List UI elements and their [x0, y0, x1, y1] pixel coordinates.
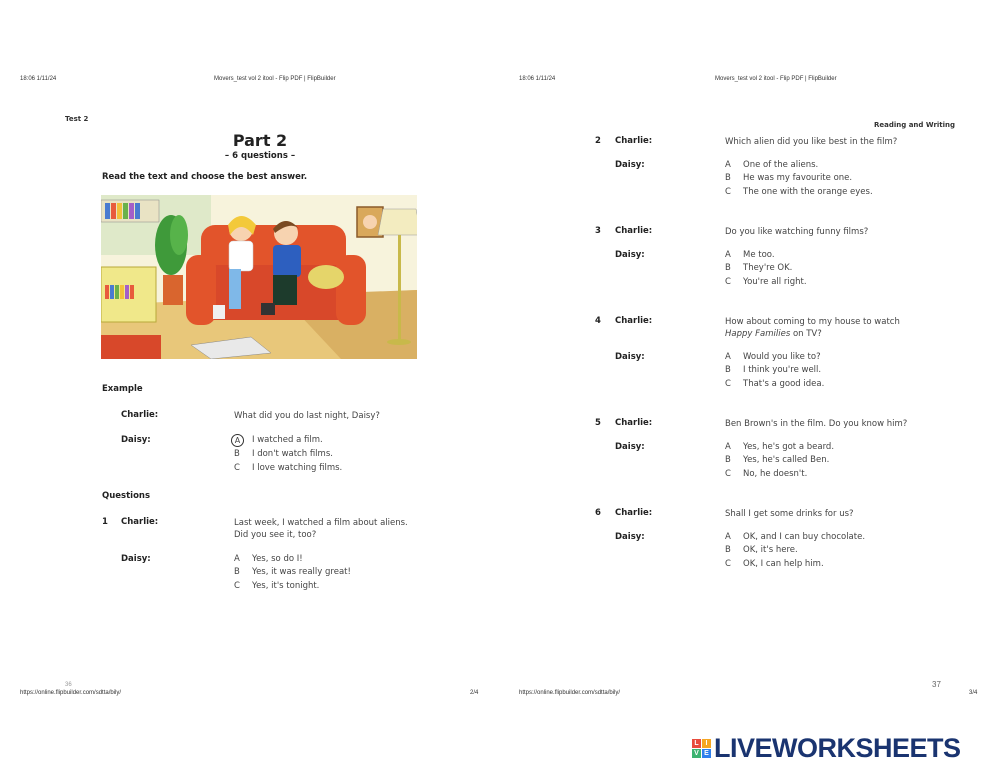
question-4-option-c[interactable]: C That's a good idea. [725, 378, 825, 389]
question-6-number: 6 [595, 508, 601, 518]
question-3-daisy-label: Daisy: [615, 250, 645, 260]
question-4-daisy-label: Daisy: [615, 352, 645, 362]
question-3-charlie-label: Charlie: [615, 226, 653, 236]
liveworksheets-logo-icon: L I V E [692, 739, 711, 758]
answer-circle-icon: A [231, 434, 244, 447]
question-1-option-c[interactable]: C Yes, it's tonight. [234, 580, 320, 591]
question-1-number: 1 [102, 517, 108, 527]
right-print-title: Movers_test vol 2 itool - Flip PDF | FlipBuilder [715, 76, 837, 82]
question-1-option-a[interactable]: A Yes, so do I! [234, 554, 303, 564]
question-3-number: 3 [595, 226, 601, 236]
question-4-option-a[interactable]: A Would you like to? [725, 352, 821, 362]
question-5-options [725, 441, 834, 481]
question-5-charlie-label: Charlie: [615, 418, 653, 428]
left-worksheet-page [60, 0, 460, 772]
left-print-title: Movers_test vol 2 itool - Flip PDF | FlipBuilder [214, 76, 336, 82]
example-options [234, 434, 342, 475]
right-worksheet-page [560, 0, 960, 772]
question-1-options [234, 553, 351, 593]
right-page-number: 37 [932, 680, 941, 689]
living-room-illustration [101, 195, 417, 359]
question-5-charlie-text: Ben Brown's in the film. Do you know him? [725, 419, 908, 429]
example-charlie-label: Charlie: [121, 410, 159, 420]
instruction-text: Read the text and choose the best answer. [102, 172, 308, 182]
question-1-option-b[interactable]: B Yes, it was really great! [234, 567, 351, 578]
question-6-option-b[interactable]: B OK, it's here. [725, 545, 798, 556]
question-4-charlie-label: Charlie: [615, 316, 653, 326]
example-option-b[interactable]: B I don't watch films. [234, 449, 333, 460]
test-label: Test 2 [65, 115, 89, 123]
question-6-daisy-label: Daisy: [615, 532, 645, 542]
liveworksheets-logo-text: LIVEWORKSHEETS [714, 733, 961, 763]
left-print-timestamp: 18:06 1/11/24 [20, 76, 57, 82]
question-6-options [725, 531, 865, 571]
right-print-page: 3/4 [969, 690, 978, 696]
question-2-daisy-label: Daisy: [615, 160, 645, 170]
questions-heading: Questions [102, 491, 151, 501]
question-4-charlie-text: How about coming to my house to watch Happy Families on TV? [725, 317, 900, 339]
liveworksheets-logo[interactable] [692, 733, 961, 764]
question-3-options [725, 249, 807, 289]
part-subtitle: – 6 questions – [224, 151, 296, 161]
question-4-option-b[interactable]: B I think you're well. [725, 365, 822, 376]
question-5-option-b[interactable]: B Yes, he's called Ben. [725, 455, 830, 466]
example-charlie-text: What did you do last night, Daisy? [234, 411, 380, 421]
question-6-option-c[interactable]: C OK, I can help him. [725, 558, 824, 569]
question-3-option-a[interactable]: A Me too. [725, 250, 775, 260]
part-title: Part 2 [232, 131, 288, 150]
question-3-charlie-text: Do you like watching funny films? [725, 227, 869, 237]
example-heading: Example [102, 384, 143, 394]
example-daisy-label: Daisy: [121, 435, 151, 445]
question-6-charlie-text: Shall I get some drinks for us? [725, 509, 854, 519]
example-option-a[interactable]: A I watched a film. [234, 434, 342, 448]
left-page-number: 36 [65, 682, 72, 688]
question-3-option-c[interactable]: C You're all right. [725, 276, 807, 287]
question-2-options [725, 159, 873, 199]
question-1-daisy-label: Daisy: [121, 554, 151, 564]
left-print-page: 2/4 [470, 690, 479, 696]
question-2-option-c[interactable]: C The one with the orange eyes. [725, 186, 873, 197]
right-print-timestamp: 18:06 1/11/24 [519, 76, 556, 82]
section-label: Reading and Writing [874, 121, 956, 129]
question-5-daisy-label: Daisy: [615, 442, 645, 452]
question-2-charlie-label: Charlie: [615, 136, 653, 146]
question-6-charlie-label: Charlie: [615, 508, 653, 518]
left-print-url[interactable]: https://online.flipbuilder.com/sdtta/bily/ [20, 690, 122, 696]
example-option-c[interactable]: C I love watching films. [234, 462, 343, 473]
question-5-number: 5 [595, 418, 601, 428]
question-1-charlie-label: Charlie: [121, 517, 159, 527]
question-2-charlie-text: Which alien did you like best in the film? [725, 137, 898, 147]
question-2-option-a[interactable]: A One of the aliens. [725, 160, 819, 170]
question-3-option-b[interactable]: B They're OK. [725, 263, 793, 274]
question-5-option-a[interactable]: A Yes, he's got a beard. [725, 442, 835, 452]
question-2-option-b[interactable]: B He was my favourite one. [725, 173, 853, 184]
question-6-option-a[interactable]: A OK, and I can buy chocolate. [725, 532, 866, 542]
question-4-options [725, 351, 824, 391]
right-print-url[interactable]: https://online.flipbuilder.com/sdtta/bily/ [519, 690, 621, 696]
question-4-number: 4 [595, 316, 601, 326]
question-2-number: 2 [595, 136, 601, 146]
question-5-option-c[interactable]: C No, he doesn't. [725, 468, 808, 479]
question-1-charlie-text: Last week, I watched a film about aliens. Did you see it, too? [234, 518, 408, 540]
